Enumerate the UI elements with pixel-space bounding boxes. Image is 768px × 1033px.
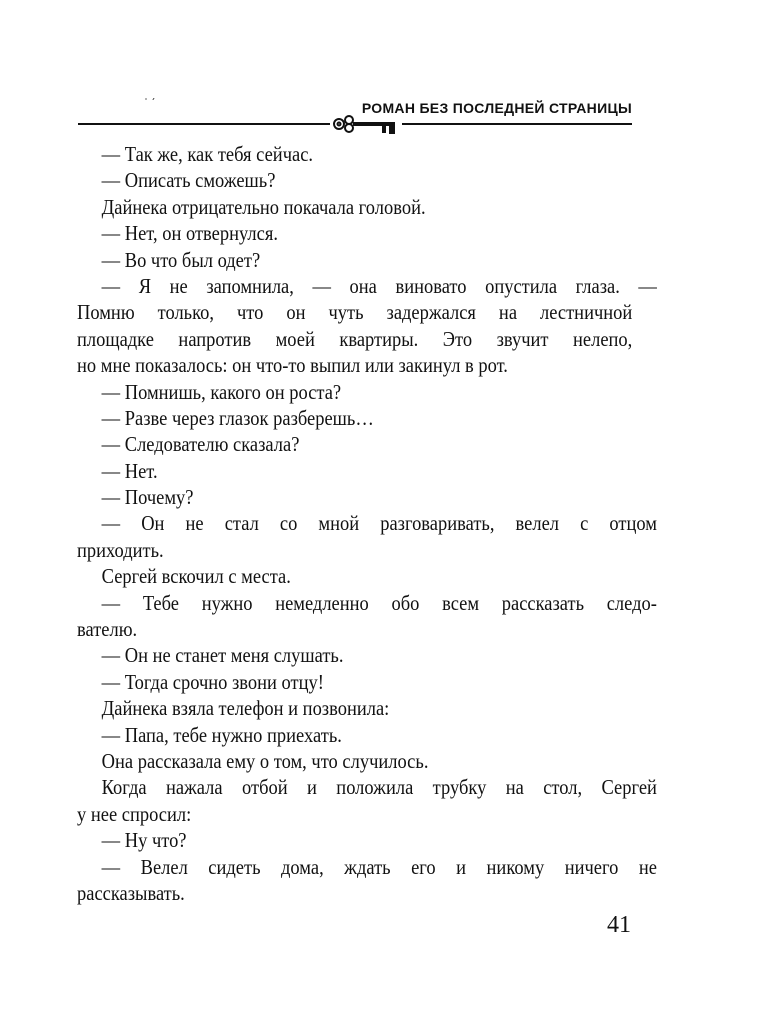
text-line: Она рассказала ему о том, что случилось.	[101, 748, 429, 773]
text-line: — Нет.	[101, 458, 158, 483]
text-line: — Разве через глазок разберешь…	[101, 405, 374, 430]
running-title: РОМАН БЕЗ ПОСЛЕДНЕЙ СТРАНИЦЫ	[361, 100, 632, 116]
text-line: рассказывать.	[77, 880, 185, 905]
text-line: Сергей вскочил с места.	[101, 564, 291, 589]
text-line: — Тебе нужно немедленно обо всем рассказать следо-	[101, 590, 657, 615]
text-line: — Помнишь, какого он роста?	[101, 379, 342, 404]
text-line: — Он не станет меня слушать.	[101, 643, 344, 668]
page-text	[77, 141, 657, 906]
text-line: у нее спросил:	[77, 801, 192, 826]
running-head	[78, 96, 632, 130]
text-line: — Во что был одет?	[101, 247, 261, 272]
page-number: 41	[607, 912, 631, 938]
text-line: — Описать сможешь?	[101, 168, 276, 193]
text-line: — Он не стал со мной разговаривать, велел с отцом	[101, 511, 657, 536]
text-line: Дайнека отрицательно покачала головой.	[101, 194, 426, 219]
text-line: — Почему?	[101, 485, 194, 510]
text-line: Помню только, что он чуть задержался на лестничной	[77, 300, 633, 325]
text-line: приходить.	[77, 537, 164, 562]
text-line: — Велел сидеть дома, ждать его и никому ничего не	[101, 854, 657, 879]
text-line: вателю.	[77, 617, 138, 642]
text-line: — Тогда срочно звони отцу!	[101, 669, 324, 694]
text-line: площадке напротив моей квартиры. Это звучит нелепо,	[77, 326, 633, 351]
text-line: — Следователю сказала?	[101, 432, 300, 457]
text-line: — Нет, он отвернулся.	[101, 221, 278, 246]
text-line: — Я не запомнила, — она виновато опустила глаза. —	[101, 273, 657, 298]
text-line: — Так же, как тебя сейчас.	[101, 142, 314, 166]
key-icon	[330, 113, 402, 135]
text-line: Дайнека взяла телефон и позвонила:	[101, 696, 390, 721]
text-line: Когда нажала отбой и положила трубку на стол, Сергей	[101, 775, 657, 800]
text-line: — Папа, тебе нужно приехать.	[101, 722, 342, 747]
header-marks: ˈ ˊ	[144, 96, 156, 110]
text-line: но мне показалось: он что-то выпил или закинул в рот.	[77, 353, 508, 378]
text-line: — Ну что?	[101, 828, 187, 853]
